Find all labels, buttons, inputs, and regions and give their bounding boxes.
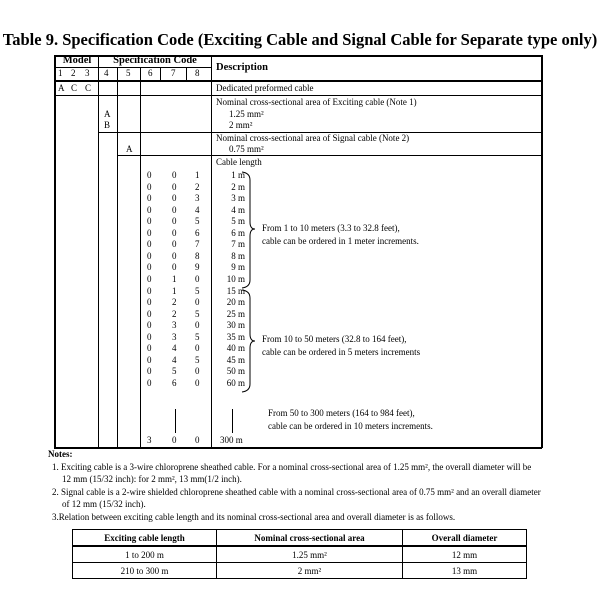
length-code-c8: 0 xyxy=(195,343,200,354)
length-code-c6: 0 xyxy=(147,331,152,342)
acc-description: Dedicated preformed cable xyxy=(216,83,314,93)
cell-diameter: 12 mm xyxy=(403,546,527,563)
length-code-c7: 0 xyxy=(172,227,177,238)
length-code-c7: 2 xyxy=(172,297,177,308)
length-code-c6: 0 xyxy=(147,354,152,365)
page-title: Table 9. Specification Code (Exciting Cable and Signal Cable for Separate type only) xyxy=(2,30,598,49)
length-value: 25 m xyxy=(226,308,245,319)
length-description: Cable length xyxy=(216,157,262,167)
range-note-1a: From 1 to 10 meters (3.3 to 32.8 feet), xyxy=(262,223,400,233)
table-row xyxy=(73,563,527,579)
note-2-line-a: 2. Signal cable is a 2-wire shielded chloroprene sheathed cable with a nominal cross-sectional area of 0.75 mm² and an overall diameter xyxy=(52,487,541,497)
length-code-c8: 4 xyxy=(195,204,200,215)
length-code-c7: 0 xyxy=(172,193,177,204)
exciting-description: Nominal cross-sectional area of Exciting cable (Note 1) xyxy=(216,97,417,107)
length-code-c8: 0 xyxy=(195,320,200,331)
cell-length: 1 to 200 m xyxy=(73,546,217,563)
length-code-c6: 0 xyxy=(147,216,152,227)
length-code-c8: 5 xyxy=(195,216,200,227)
header-diameter: Overall diameter xyxy=(403,530,527,547)
model-code-1: A xyxy=(58,83,65,93)
length-code-c8: 5 xyxy=(195,354,200,365)
length-code-c7: 0 xyxy=(172,216,177,227)
exciting-option-b: 2 mm² xyxy=(229,120,253,130)
exciting-code-b: B xyxy=(104,120,111,130)
range-note-2b: cable can be ordered in 5 meters increments xyxy=(262,347,421,357)
header-length: Exciting cable length xyxy=(73,530,217,547)
length-code-c6: 0 xyxy=(147,170,152,180)
length-code-c8: 0 xyxy=(195,366,200,377)
length-code-c6: 0 xyxy=(147,227,152,238)
length-value: 45 m xyxy=(226,354,245,365)
length-code-c7: 3 xyxy=(172,331,177,342)
range-note-3b: cable can be ordered in 10 meters increments. xyxy=(268,421,433,431)
signal-description: Nominal cross-sectional area of Signal cable (Note 2) xyxy=(216,133,410,143)
cell-length: 210 to 300 m xyxy=(73,563,217,579)
length-code-c6: 0 xyxy=(147,193,152,204)
length-code-c7: 3 xyxy=(172,320,177,331)
col-number-8: 8 xyxy=(195,68,200,78)
length-code-c8: 1 xyxy=(195,170,200,180)
col-number-3: 3 xyxy=(85,68,90,78)
table-row xyxy=(73,546,527,563)
length-value: 40 m xyxy=(226,343,245,354)
length-value: 3 m xyxy=(231,193,245,204)
cell-area: 1.25 mm² xyxy=(217,546,403,563)
length-value: 6 m xyxy=(231,227,245,238)
relation-table-header xyxy=(73,530,527,547)
length-code-c7: 0 xyxy=(172,204,177,215)
exciting-option-a: 1.25 mm² xyxy=(229,109,264,119)
length-value: 1 m xyxy=(231,170,245,180)
length-code-c7: 0 xyxy=(172,181,177,192)
length-code-c6: 0 xyxy=(147,366,152,377)
note-2-line-b: of 12 mm (15/32 inch). xyxy=(62,499,146,509)
length-code-c6: 0 xyxy=(147,181,152,192)
model-code-3: C xyxy=(85,83,92,93)
model-header: Model xyxy=(62,55,92,66)
col-number-2: 2 xyxy=(71,68,76,78)
length-code-c8: 5 xyxy=(195,331,200,342)
signal-code: A xyxy=(126,144,133,154)
length-code-c6: 0 xyxy=(147,239,152,250)
length-code-c8: 5 xyxy=(195,285,200,296)
cell-diameter: 13 mm xyxy=(403,563,527,579)
length-value: 7 m xyxy=(231,239,245,250)
length-code-c7: 0 xyxy=(172,262,177,273)
length-value: 20 m xyxy=(226,297,245,308)
length-code-c7: 1 xyxy=(172,285,177,296)
note-1-line-a: 1. Exciting cable is a 3-wire chloroprene sheathed cable. For a nominal cross-sectional area of 1.25 mm², the overall diameter will be xyxy=(52,462,532,472)
length-value: 10 m xyxy=(226,273,245,284)
length-code-c7: 2 xyxy=(172,308,177,319)
range-note-3a: From 50 to 300 meters (164 to 984 feet), xyxy=(268,408,415,418)
notes-heading: Notes: xyxy=(48,449,73,459)
exciting-code-a: A xyxy=(104,109,111,119)
length-code-c8: 5 xyxy=(195,308,200,319)
length-code-c8: 6 xyxy=(195,227,200,238)
col-number-1: 1 xyxy=(58,68,63,78)
length-code-c6: 0 xyxy=(147,343,152,354)
length-code-c8: 0 xyxy=(195,273,200,284)
range-note-2a: From 10 to 50 meters (32.8 to 164 feet), xyxy=(262,334,407,344)
length-value: 5 m xyxy=(231,216,245,227)
length-last-c8: 0 xyxy=(195,435,200,445)
length-value: 8 m xyxy=(231,250,245,261)
spec-code-header: Specification Code xyxy=(113,55,197,66)
cell-area: 2 mm² xyxy=(217,563,403,579)
length-code-c6: 0 xyxy=(147,273,152,284)
length-code-c6: 0 xyxy=(147,250,152,261)
length-code-c6: 0 xyxy=(147,308,152,319)
length-value: 60 m xyxy=(226,377,245,388)
length-value: 9 m xyxy=(231,262,245,273)
length-value: 50 m xyxy=(226,366,245,377)
col-number-6: 6 xyxy=(148,68,153,78)
note-3: 3.Relation between exciting cable length and its nominal cross-sectional area and overall diameter is as follows. xyxy=(52,512,456,522)
length-code-c8: 2 xyxy=(195,181,200,192)
length-code-c8: 0 xyxy=(195,297,200,308)
model-code-2: C xyxy=(71,83,78,93)
signal-option: 0.75 mm² xyxy=(229,144,264,154)
length-code-c7: 0 xyxy=(172,250,177,261)
col-number-5: 5 xyxy=(126,68,131,78)
col-number-7: 7 xyxy=(171,68,176,78)
length-code-c6: 0 xyxy=(147,320,152,331)
brace-graphics xyxy=(240,170,260,430)
length-value: 15 m xyxy=(226,285,245,296)
range-note-1b: cable can be ordered in 1 meter increments. xyxy=(262,236,419,246)
length-value: 2 m xyxy=(231,181,245,192)
length-code-c7: 5 xyxy=(172,366,177,377)
length-code-c7: 1 xyxy=(172,273,177,284)
length-last-c6: 3 xyxy=(147,435,152,445)
description-header: Description xyxy=(216,62,268,73)
header-area: Nominal cross-sectional area xyxy=(217,530,403,547)
length-value: 35 m xyxy=(226,331,245,342)
length-value: 30 m xyxy=(226,320,245,331)
length-code-c8: 7 xyxy=(195,239,200,250)
length-value: 4 m xyxy=(231,204,245,215)
length-code-c6: 0 xyxy=(147,285,152,296)
length-code-c7: 0 xyxy=(172,170,177,180)
length-code-c8: 3 xyxy=(195,193,200,204)
length-last-len: 300 m xyxy=(220,435,243,445)
note-1-line-b: 12 mm (15/32 inch): for 2 mm², 13 mm(1/2 inch). xyxy=(62,474,242,484)
length-code-c8: 8 xyxy=(195,250,200,261)
length-code-c7: 4 xyxy=(172,354,177,365)
col-number-4: 4 xyxy=(104,68,109,78)
length-code-c6: 0 xyxy=(147,204,152,215)
length-code-c6: 0 xyxy=(147,297,152,308)
length-last-c7: 0 xyxy=(172,435,177,445)
length-code-c8: 0 xyxy=(195,377,200,388)
length-code-c7: 4 xyxy=(172,343,177,354)
relation-table xyxy=(72,529,527,579)
length-code-c7: 6 xyxy=(172,377,177,388)
length-code-c6: 0 xyxy=(147,262,152,273)
length-code-c8: 9 xyxy=(195,262,200,273)
length-code-c7: 0 xyxy=(172,239,177,250)
length-code-c6: 0 xyxy=(147,377,152,388)
